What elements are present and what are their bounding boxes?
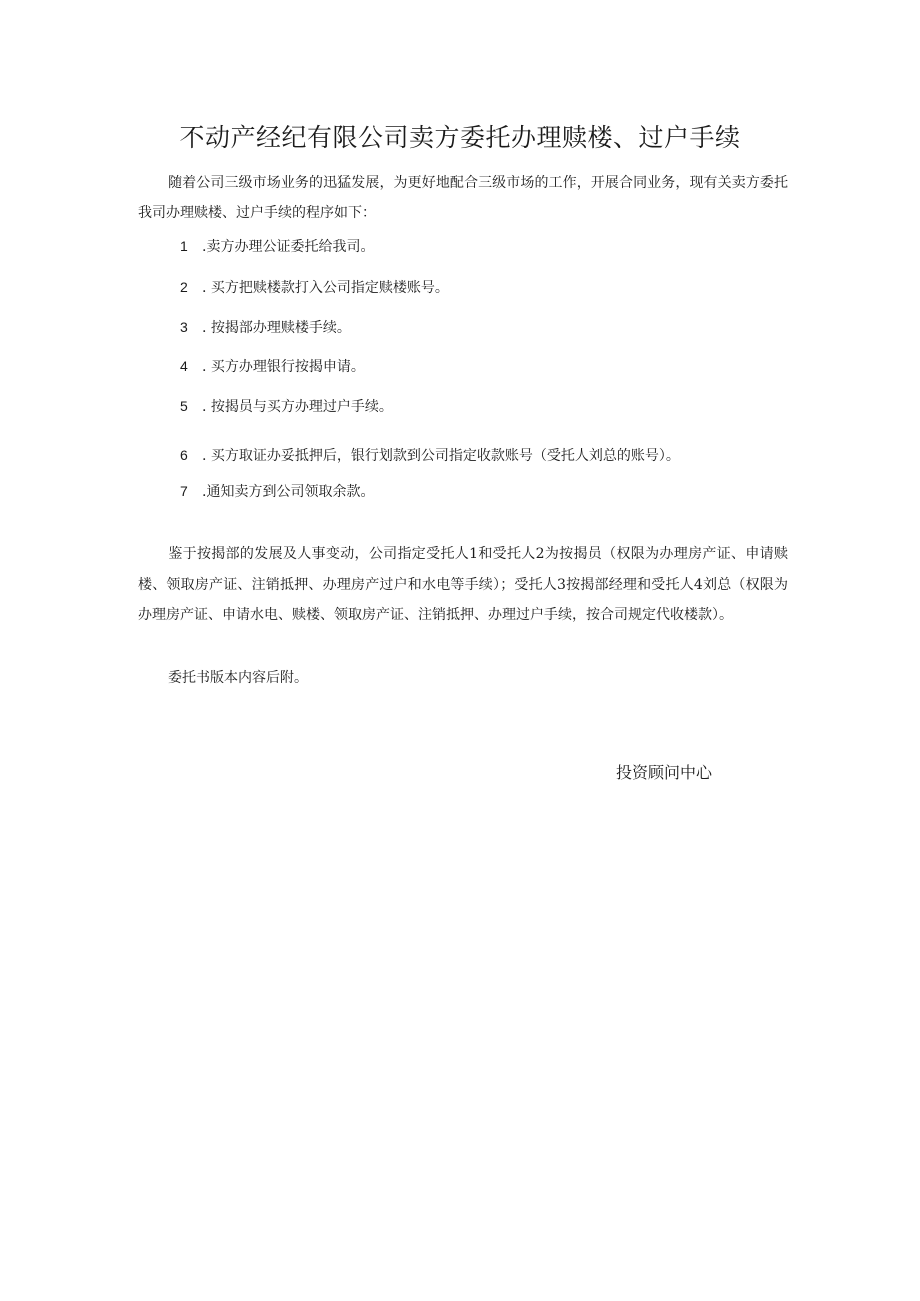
step-3 [180,315,351,340]
step-text: . 买方办理银行按揭申请。 [202,359,365,375]
step-2 [180,275,449,300]
document-title: 不动产经纪有限公司卖方委托办理赎楼、过户手续 [179,123,741,152]
step-number: 2 [180,279,188,295]
step-text: . 买方取证办妥抵押后，银行划款到公司指定收款账号（受托人刘总的账号）。 [202,448,680,464]
step-number: 7 [180,483,188,499]
step-text: . 按揭部办理赎楼手续。 [202,320,351,336]
step-text: .卖方办理公证委托给我司。 [202,239,375,255]
step-number: 6 [180,447,188,463]
step-7 [180,479,374,504]
step-text: . 买方把赎楼款打入公司指定赎楼账号。 [202,280,449,296]
intro-paragraph [138,168,788,228]
intro-text: 随着公司三级市场业务的迅猛发展，为更好地配合三级市场的工作，开展合同业务，现有关卖方委托我司办理赎楼、过户手续的程序如下： [138,175,788,221]
step-6 [180,443,680,468]
step-number: 4 [180,358,188,374]
signature: 投资顾问中心 [616,763,713,782]
step-number: 5 [180,398,188,414]
step-number: 3 [180,319,188,335]
body-paragraph [138,539,788,631]
step-4 [180,354,365,379]
step-1 [180,234,374,259]
annex-note [138,663,788,693]
step-number: 1 [180,238,188,254]
step-text: . 按揭员与买方办理过户手续。 [202,399,393,415]
step-text: .通知卖方到公司领取余款。 [202,484,375,500]
body-text: 鉴于按揭部的发展及人事变动，公司指定受托人1和受托人2为按揭员（权限为办理房产证、申请赎楼、领取房产证、注销抵押、办理房产过户和水电等手续）；受托人3按揭部经理和受托人4刘总（权限为办理房产证、申请水电、赎楼、领取房产证、注销抵押、办理过户手续，按合司规定代收楼款）。 [138,546,788,623]
step-5 [180,394,393,419]
annex-text: 委托书版本内容后附。 [168,670,308,686]
